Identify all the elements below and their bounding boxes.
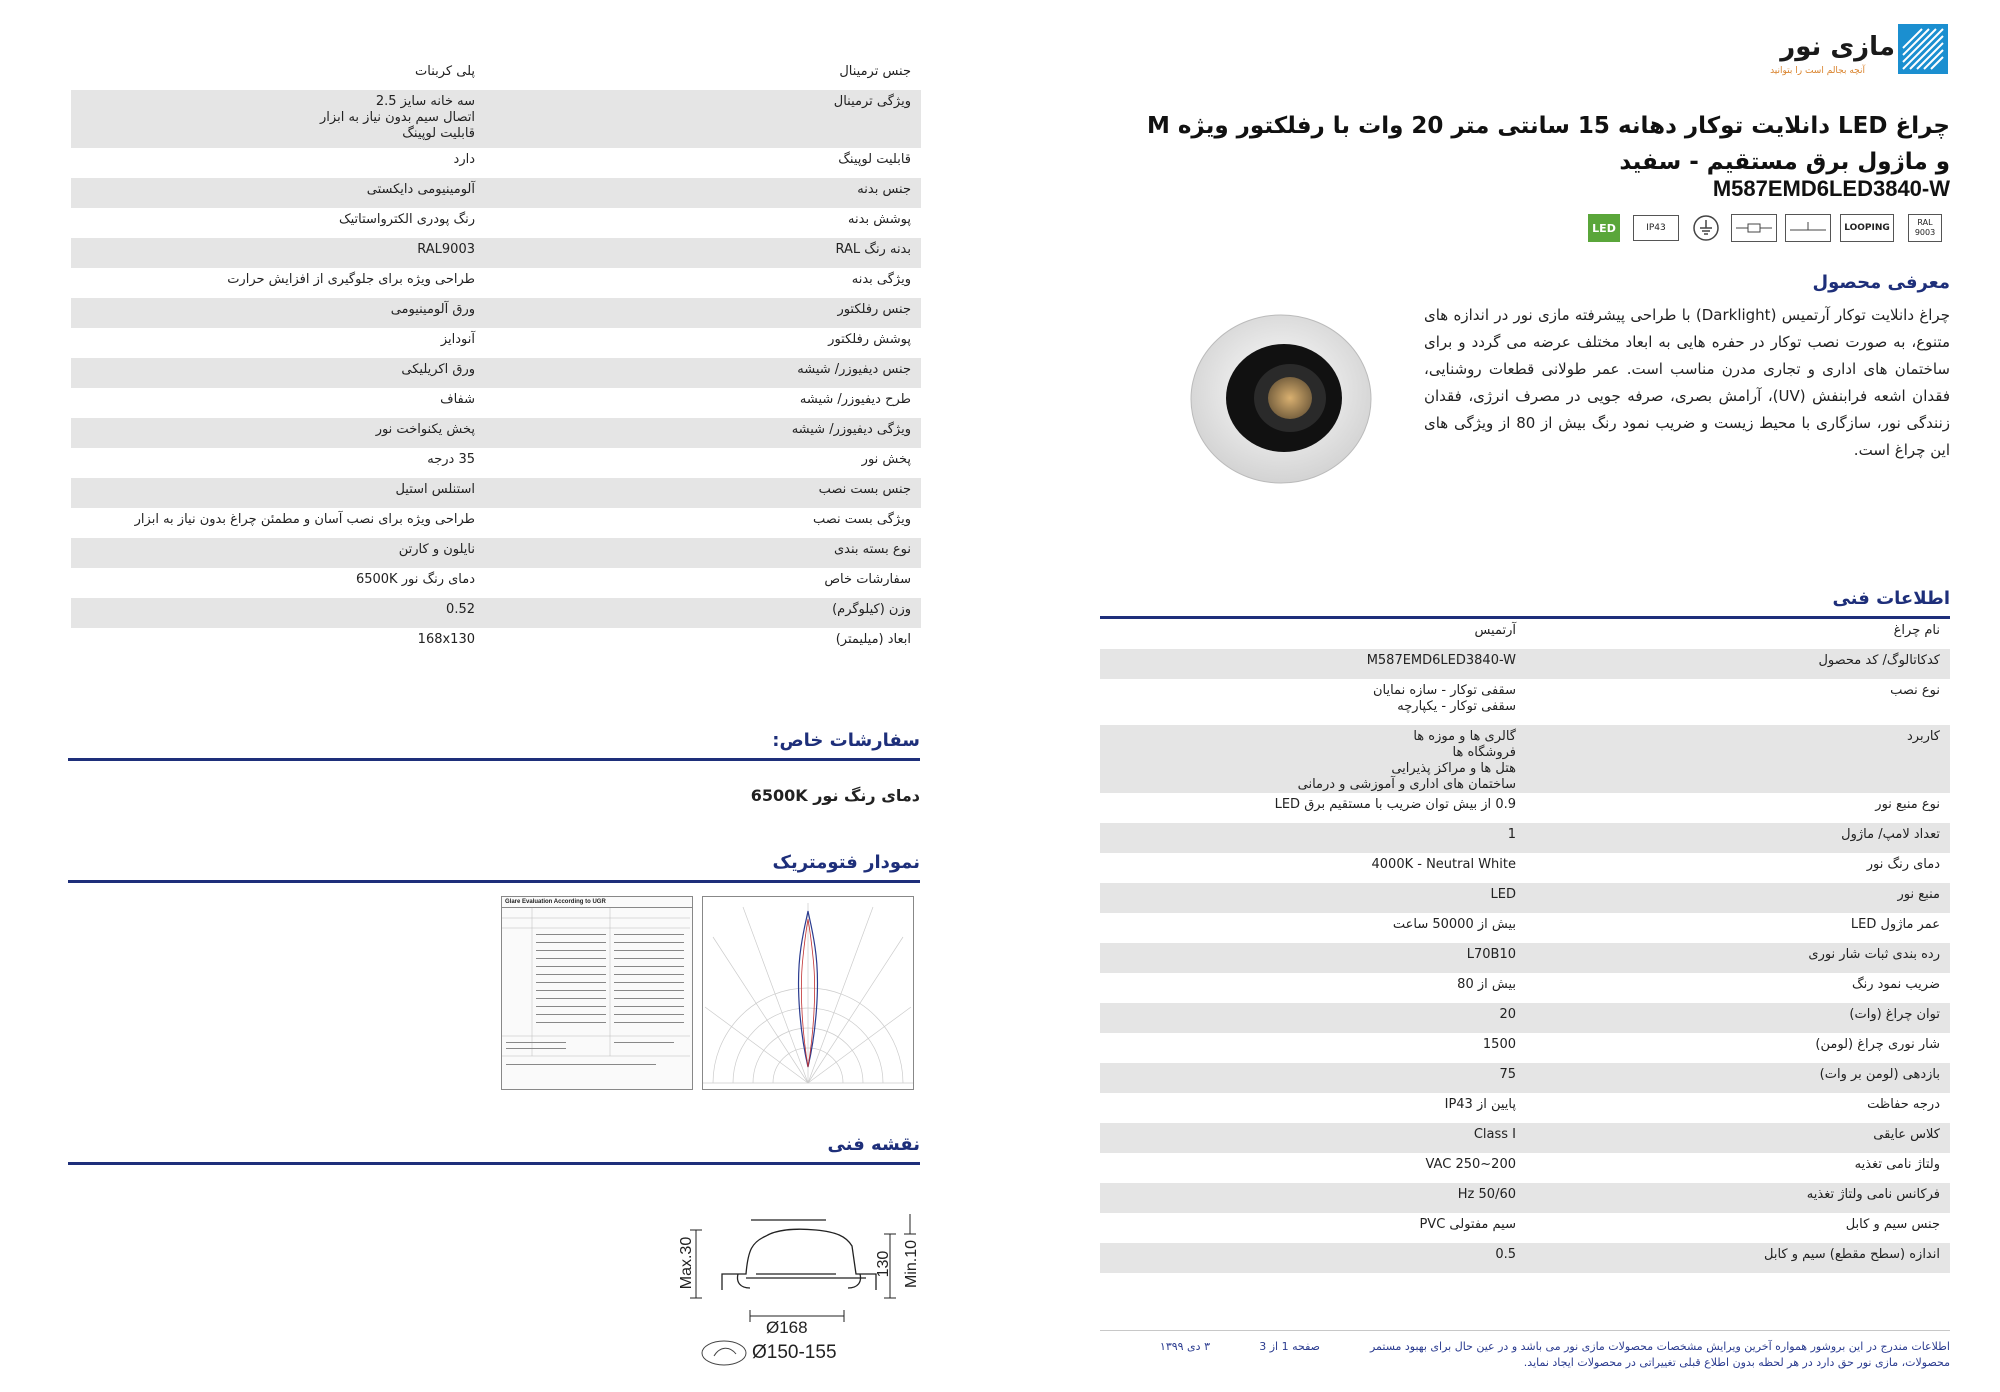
table-row: [71, 298, 921, 328]
row-label: پخش نور: [861, 452, 911, 467]
row-value: ورق اکریلیکی: [401, 362, 475, 377]
footer-note-1: اطلاعات مندرج در این بروشور همواره آخرین ویرایش مشخصات محصولات مازی نور می باشد و در عین حال برای بهبود مستمر: [1369, 1340, 1950, 1353]
row-value: پلی کربنات: [415, 64, 475, 79]
row-value: 50/60 Hz: [1457, 1187, 1516, 1202]
special-heading: سفارشات خاص:: [772, 730, 920, 751]
left-page: [66, 0, 926, 1392]
row-value: 35 درجه: [427, 452, 475, 467]
table-row: [71, 148, 921, 178]
row-value: پایین از IP43: [1444, 1097, 1516, 1112]
table-row: [1100, 619, 1950, 649]
ugr-grid: [502, 908, 690, 1084]
technical-drawing: [666, 1170, 926, 1370]
brand-logo: [1740, 22, 1950, 82]
row-value: طراحی ویژه برای جلوگیری از افزایش حرارت: [227, 272, 475, 287]
dim-height: 130: [875, 1250, 892, 1278]
table-row: [1100, 1213, 1950, 1243]
product-image: [1186, 312, 1376, 487]
row-label: قابلیت لوپینگ: [838, 152, 911, 167]
row-label: ابعاد (میلیمتر): [835, 632, 911, 647]
row-label: عمر ماژول LED: [1850, 917, 1940, 932]
product-code: M587EMD6LED3840-W: [1712, 176, 1950, 201]
row-label: سفارشات خاص: [824, 572, 911, 587]
looping-badge: LOOPING: [1840, 214, 1894, 242]
table-row: [1100, 679, 1950, 725]
table-row: [1100, 943, 1950, 973]
badges-row: [1588, 214, 1950, 244]
table-row: [71, 328, 921, 358]
ip43-badge: IP43: [1633, 215, 1679, 241]
row-label: نوع منبع نور: [1875, 797, 1940, 812]
row-label: منبع نور: [1897, 887, 1940, 902]
row-value: RAL9003: [417, 242, 475, 257]
row-value: سیم مفتولی PVC: [1419, 1217, 1516, 1232]
row-label: ویژگی بدنه: [851, 272, 911, 287]
row-value: 20: [1499, 1007, 1516, 1022]
row-label: فرکانس نامی ولتاژ تغذیه: [1806, 1187, 1940, 1202]
row-label: تعداد لامپ/ ماژول: [1841, 827, 1940, 842]
table-row: [71, 178, 921, 208]
row-label: توان چراغ (وات): [1849, 1007, 1940, 1022]
table-row: [71, 60, 921, 90]
row-label: طرح دیفیوزر/ شیشه: [799, 392, 911, 407]
special-rule: [68, 758, 920, 761]
row-label: شار نوری چراغ (لومن): [1815, 1037, 1940, 1052]
table-row: [71, 358, 921, 388]
row-label: جنس دیفیوزر/ شیشه: [797, 362, 911, 377]
dim-cutout: Ø150-155: [752, 1342, 837, 1363]
row-value: ورق آلومینیومی: [390, 302, 475, 317]
row-label: پوشش رفلکتور: [828, 332, 911, 347]
polar-diagram: [702, 896, 914, 1090]
row-value: سه خانه سایز 2.5 اتصال سیم بدون نیاز به ابزار قابلیت لوپینگ: [320, 94, 475, 141]
row-value: 200~250 VAC: [1425, 1157, 1516, 1172]
footer-divider: [1100, 1330, 1950, 1331]
dim-max: Max.30: [678, 1236, 695, 1290]
row-value: گالری ها و موزه ها فروشگاه ها هتل ها و مراکز پذیرایی ساختمان های اداری و آموزشی و درمانی: [1297, 729, 1516, 792]
table-row: [71, 628, 921, 658]
table-row: [1100, 883, 1950, 913]
table-row: [71, 478, 921, 508]
table-row: [71, 238, 921, 268]
row-value: رنگ پودری الکترواستاتیک: [338, 212, 475, 227]
ugr-table: [501, 896, 693, 1090]
row-label: کلاس عایقی: [1873, 1127, 1940, 1142]
intro-heading: معرفی محصول: [1812, 272, 1950, 293]
row-value: M587EMD6LED3840-W: [1366, 653, 1516, 668]
ugr-title: Glare Evaluation According to UGR: [502, 897, 692, 908]
row-label: نام چراغ: [1893, 623, 1940, 638]
row-value: 1500: [1482, 1037, 1516, 1052]
row-value: 168x130: [417, 632, 475, 647]
row-label: پوشش بدنه: [848, 212, 911, 227]
brand-tagline: آنچه بجالم است را بتوانید: [1770, 66, 1865, 76]
row-label: درجه حفاظت: [1867, 1097, 1940, 1112]
row-value: بیش از 50000 ساعت: [1392, 917, 1516, 932]
footer-note-2: محصولات، مازی نور حق دارد در هر لحظه بدون اطلاع قبلی تغییراتی در محصولات ایجاد نماید.: [1523, 1356, 1950, 1369]
brand-name: مازی نور: [1780, 32, 1895, 62]
row-label: جنس سیم و کابل: [1845, 1217, 1940, 1232]
footer-date: ۳ دی ۱۳۹۹: [1159, 1340, 1210, 1353]
row-value: شفاف: [440, 392, 475, 407]
table-row: [71, 418, 921, 448]
row-value: استنلس استیل: [395, 482, 475, 497]
led-badge: LED: [1588, 214, 1620, 242]
row-value: دارد: [453, 152, 475, 167]
polar-curve-icon: [703, 897, 913, 1089]
row-label: جنس ترمینال: [839, 64, 911, 79]
row-value: طراحی ویژه برای نصب آسان و مطمئن چراغ بدون نیاز به ابزار: [134, 512, 475, 527]
table-row: [1100, 973, 1950, 1003]
table-row: [1100, 1183, 1950, 1213]
row-label: ویژگی ترمینال: [833, 94, 911, 109]
table-row: [71, 538, 921, 568]
footer-page: صفحه 1 از 3: [1259, 1340, 1320, 1353]
row-label: ضریب نمود رنگ: [1851, 977, 1940, 992]
row-value: L70B10: [1466, 947, 1516, 962]
tech-table: [1100, 619, 1950, 1273]
row-value: LED: [1490, 887, 1516, 902]
row-label: بدنه رنگ RAL: [835, 242, 911, 257]
photometric-rule: [68, 880, 920, 883]
table-row: [71, 268, 921, 298]
row-value: آرتمیس: [1474, 623, 1516, 638]
row-label: جنس بست نصب: [818, 482, 911, 497]
special-item: دمای رنگ نور 6500K: [750, 786, 920, 805]
row-label: جنس رفلکتور: [837, 302, 911, 317]
recessed-mount-icon: [1785, 214, 1831, 242]
table-row: [1100, 649, 1950, 679]
row-label: وزن (کیلوگرم): [832, 602, 911, 617]
table-row: [1100, 1243, 1950, 1273]
row-label: اندازه (سطح مقطع) سیم و کابل: [1764, 1247, 1940, 1262]
row-value: پخش یکنواخت نور: [375, 422, 475, 437]
row-value: 75: [1499, 1067, 1516, 1082]
row-value: دمای رنگ نور 6500K: [355, 572, 475, 587]
tech-heading: اطلاعات فنی: [1832, 588, 1950, 609]
row-label: نوع بسته بندی: [833, 542, 911, 557]
table-row: [1100, 1033, 1950, 1063]
ral-badge: RAL 9003: [1908, 214, 1942, 242]
row-label: دمای رنگ نور: [1866, 857, 1940, 872]
row-label: کدکاتالوگ/ کد محصول: [1818, 653, 1940, 668]
table-row: [71, 508, 921, 538]
row-label: ویژگی دیفیوزر/ شیشه: [791, 422, 911, 437]
row-value: 4000K - Neutral White: [1371, 857, 1516, 872]
table-row: [1100, 1093, 1950, 1123]
photometric-heading: نمودار فتومتریک: [772, 852, 920, 873]
row-label: ولتاژ نامی تغذیه: [1854, 1157, 1940, 1172]
row-label: کاربرد: [1906, 729, 1940, 744]
table-row: [71, 448, 921, 478]
surface-mount-icon: [1731, 214, 1777, 242]
table-row: [1100, 913, 1950, 943]
table-row: [71, 388, 921, 418]
row-value: 0.5: [1495, 1247, 1516, 1262]
row-value: 0.52: [446, 602, 475, 617]
product-title: چراغ LED دانلایت توکار دهانه 15 سانتی متر 20 وات با رفلکتور ویژه M و ماژول برق مستقیم - سفید: [1146, 113, 1950, 175]
table-row: [71, 598, 921, 628]
table-row: [71, 208, 921, 238]
spec-table: [71, 60, 921, 658]
row-value: سقفی توکار - سازه نمایان سقفی توکار - یکپارچه: [1372, 683, 1516, 714]
row-value: آنودایز: [440, 332, 475, 347]
row-value: بیش از 80: [1457, 977, 1516, 992]
intro-text: چراغ دانلایت توکار آرتمیس (Darklight) با طراحی پیشرفته مازی نور در اندازه های متنوع، به صورت نصب توکار در حفره هایی به ابعاد مختلف عرضه می گردد و برای ساختمان های اداری و تجاری مدرن مناسب است. عمر طولانی قطعات روشنایی، فقدان اشعه فرابنفش (UV)، آرامش بصری، صرفه جویی در مصرف انرژی، فقدان زنندگی نور، سازگاری با محیط زیست و ضریب نمود رنگ بیش از 80 از ویژگی های این چراغ است.: [1424, 306, 1950, 459]
row-value: نایلون و کارتن: [398, 542, 475, 557]
row-value: 0.9 از بیش توان ضریب با مستقیم برق LED: [1274, 797, 1516, 812]
table-row: [1100, 823, 1950, 853]
drawing-rule: [68, 1162, 920, 1165]
dim-diameter: Ø168: [766, 1318, 808, 1337]
row-value: آلومینیومی دایکستی: [366, 182, 475, 197]
table-row: [1100, 853, 1950, 883]
row-label: نوع نصب: [1890, 683, 1940, 698]
table-row: [1100, 1003, 1950, 1033]
row-label: ویژگی بست نصب: [813, 512, 911, 527]
table-row: [1100, 725, 1950, 793]
row-label: جنس بدنه: [857, 182, 911, 197]
ground-icon: [1692, 214, 1720, 242]
table-row: [1100, 1153, 1950, 1183]
row-value: Class I: [1473, 1127, 1516, 1142]
right-page: [1090, 0, 1950, 1392]
table-row: [1100, 1063, 1950, 1093]
table-row: [71, 90, 921, 148]
table-row: [1100, 793, 1950, 823]
drawing-heading: نقشه فنی: [827, 1134, 920, 1155]
dim-min: Min.10: [903, 1239, 920, 1289]
table-row: [1100, 1123, 1950, 1153]
table-row: [71, 568, 921, 598]
row-label: بازدهی (لومن بر وات): [1819, 1067, 1940, 1082]
row-value: 1: [1507, 827, 1516, 842]
row-label: رده بندی ثبات شار نوری: [1808, 947, 1940, 962]
